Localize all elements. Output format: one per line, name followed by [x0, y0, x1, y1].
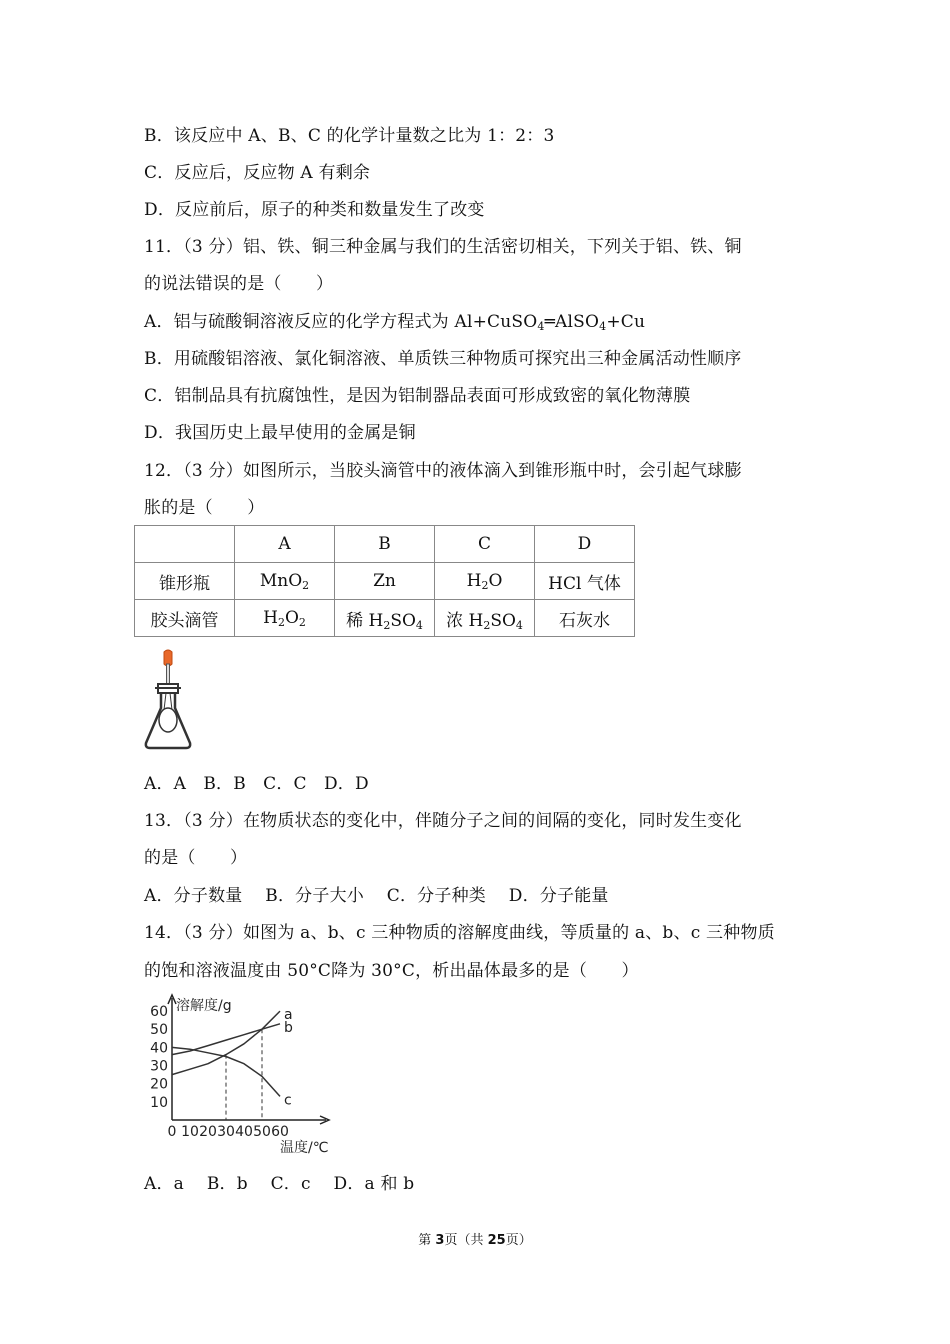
curve-label-c: c	[284, 1092, 292, 1109]
q14-stem-line2: 的饱和溶液温度由 50°C降为 30°C，析出晶体最多的是（ ）	[144, 961, 639, 981]
q11-option-d: D．我国历史上最早使用的金属是铜	[144, 423, 416, 443]
row-label-flask: 锥形瓶	[135, 563, 235, 600]
table-header-d: D	[535, 526, 635, 563]
x-tick-label: 50	[253, 1124, 271, 1140]
curve-b	[172, 1024, 280, 1055]
q14-stem-line1: 14．（3 分）如图为 a、b、c 三种物质的溶解度曲线，等质量的 a、b、c 三种物质	[144, 923, 775, 943]
table-header-row	[135, 526, 635, 563]
x-tick-label: 10	[181, 1124, 199, 1140]
q10-option-b: B．该反应中 A、B、C 的化学计量数之比为 1：2：3	[144, 126, 555, 146]
q12-table	[134, 525, 635, 637]
q13-stem-line1: 13．（3 分）在物质状态的变化中，伴随分子之间的间隔的变化，同时发生变化	[144, 811, 742, 831]
x-tick-label: 0	[167, 1124, 177, 1140]
table-header-a: A	[235, 526, 335, 563]
q12-stem-line2: 胀的是（ ）	[144, 498, 265, 518]
x-tick-label: 20	[199, 1124, 217, 1140]
solubility-chart	[140, 992, 360, 1162]
flask-apparatus-figure	[140, 648, 200, 753]
q12-stem-line1: 12．（3 分）如图所示，当胶头滴管中的液体滴入到锥形瓶中时，会引起气球膨	[144, 461, 742, 481]
q11-stem-line2: 的说法错误的是（ ）	[144, 274, 334, 294]
cell-dropper-d: 石灰水	[535, 600, 635, 637]
cell-flask-d: HCl 气体	[535, 563, 635, 600]
cell-flask-c: $H_2O$	[435, 563, 535, 600]
x-tick-label: 60	[271, 1124, 289, 1140]
x-tick-label: 30	[217, 1124, 235, 1140]
q14-options: A．a B．b C．c D．a 和 b	[144, 1174, 415, 1194]
q11-option-c: C．铝制品具有抗腐蚀性，是因为铝制器品表面可形成致密的氧化物薄膜	[144, 386, 691, 406]
q12-options: A．A B．B C．C D．D	[144, 774, 369, 794]
cell-dropper-b: 稀 $H_2SO_4$	[335, 600, 435, 637]
y-tick-label: 20	[150, 1076, 168, 1093]
x-axis-label: 温度/℃	[280, 1140, 329, 1156]
cell-dropper-a: $H_2O_2$	[235, 600, 335, 637]
table-header-c: C	[435, 526, 535, 563]
q10-option-c: C．反应后，反应物 A 有剩余	[144, 163, 371, 183]
table-cell-empty	[135, 526, 235, 563]
curve-label-a: a	[284, 1007, 293, 1024]
x-tick-label: 40	[235, 1124, 253, 1140]
page-footer: 第 3页（共 25页）	[418, 1233, 532, 1248]
table-header-b: B	[335, 526, 435, 563]
row-label-dropper: 胶头滴管	[135, 600, 235, 637]
curve-label-b: b	[284, 1019, 293, 1036]
y-tick-label: 40	[150, 1040, 168, 1057]
y-tick-label: 10	[150, 1094, 168, 1111]
y-tick-label: 60	[150, 1004, 168, 1021]
q13-options: A．分子数量 B．分子大小 C．分子种类 D．分子能量	[144, 886, 609, 906]
y-tick-label: 30	[150, 1058, 168, 1075]
cell-flask-b: Zn	[335, 563, 435, 600]
q11-stem-line1: 11．（3 分）铝、铁、铜三种金属与我们的生活密切相关，下列关于铝、铁、铜	[144, 237, 742, 257]
balloon-icon	[159, 708, 177, 732]
q13-stem-line2: 的是（ ）	[144, 848, 248, 868]
table-row-flask	[135, 563, 635, 600]
y-axis-label: 溶解度/g	[176, 998, 232, 1014]
table-row-dropper	[135, 600, 635, 637]
q10-option-d: D．反应前后，原子的种类和数量发生了改变	[144, 200, 485, 220]
cell-dropper-c: 浓 $H_2SO_4$	[435, 600, 535, 637]
y-tick-label: 50	[150, 1022, 168, 1039]
cell-flask-a: MnO$_2$	[235, 563, 335, 600]
q11-option-a: A．铝与硫酸铜溶液反应的化学方程式为 Al+CuSO$_4$═AlSO$_4$+Cu	[144, 312, 646, 333]
q11-option-b: B．用硫酸铝溶液、氯化铜溶液、单质铁三种物质可探究出三种金属活动性顺序	[144, 349, 742, 369]
